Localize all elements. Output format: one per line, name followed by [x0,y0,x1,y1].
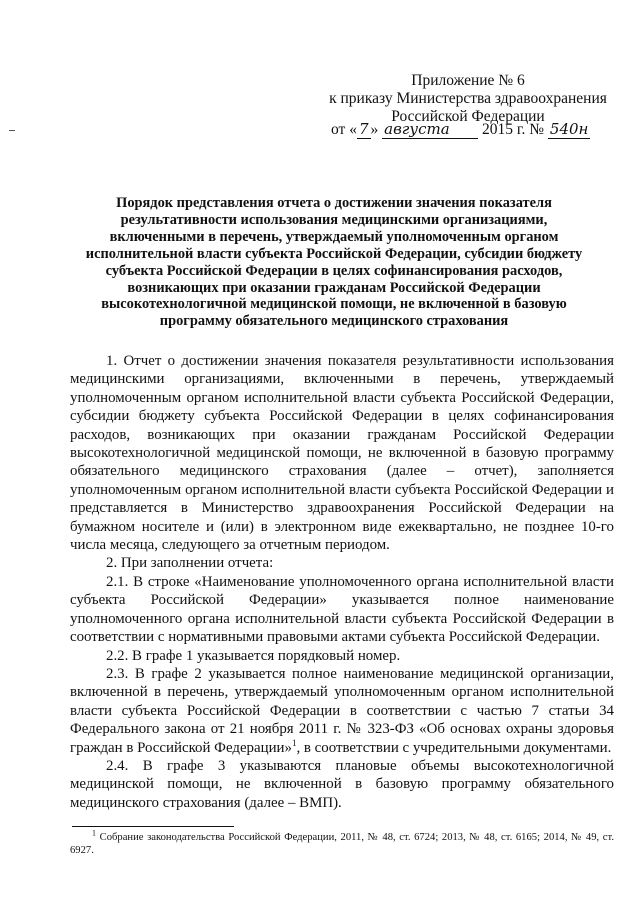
title-line: результативности использования медицинскими организациями, [120,211,548,228]
footnote-reference: 1 [291,737,297,748]
appendix-title: Приложение № 6 [411,72,525,89]
order-year: 2015 г. № [482,121,545,138]
title-line: исполнительной власти субъекта Российской Федерации, субсидии бюджету [85,245,583,262]
paragraph-2-1: 2.1. В строке «Наименование уполномоченного органа исполнительной власти субъекта Российской Федерации» указывается полное наименование уполномоченного органа исполнительной власти субъекта Российской Федерации в соответствии с нормативными правовыми актами субъекта Российской Федерации. [70,573,614,646]
document-body [70,352,614,812]
title-line: включенными в перечень, утверждаемый уполномоченным органом [109,228,559,245]
paragraph-2-3-text: 2.3. В графе 2 указывается полное наименование медицинской организации, включенной в перечень, утверждаемый уполномоченным органом исполнительной власти субъекта Российской Федерации в соответствии с частью 7 статьи 34 Федерального закона от 21 ноября 2011 г. № 323-ФЗ «Об основах охраны здоровья граждан в Российской Федерации» [70,665,614,756]
title-line: Порядок представления отчета о достижении значения показателя [116,195,552,211]
order-month: августа [382,120,478,139]
title-line: субъекта Российской Федерации в целях софинансирования расходов, [105,262,563,279]
order-day: 7 [358,120,369,138]
document-title [70,195,598,330]
order-date-line [331,120,631,139]
appendix-order-ref: к приказу Министерства здравоохранения [329,90,607,107]
title-line: высокотехнологичной медицинской помощи, не включенной в базовую [101,296,567,313]
paragraph-1: 1. Отчет о достижении значения показателя результативности использования медицинскими организациями, включенными в перечень, утверждаемый уполномоченным органом исполнительной власти субъекта Российской Федерации, субсидии бюджету субъекта Российской Федерации в целях софинансирования расходов, возникающих при оказании гражданам Российской Федерации высокотехнологичной медицинской помощи, не включенной в базовую программу обязательного медицинского страхования (далее – отчет), заполняется уполномоченным органом исполнительной власти субъекта Российской Федерации и представляется в Министерство здравоохранения Российской Федерации на бумажном носителе и (или) в электронном виде ежеквартально, не позднее 10-го числа месяца, следующего за отчетным периодом. [70,353,614,554]
title-line: возникающих при оказании гражданам Российской Федерации [127,279,541,296]
scan-mark [9,130,15,131]
footnote [70,828,614,857]
paragraph-2-3-tail: , в соответствии с учредительными документами. [296,739,612,756]
paragraph-2-4: 2.4. В графе 3 указываются плановые объемы высокотехнологичной медицинской помощи, не включенной в базовую программу обязательного медицинского страхования (далее – ВМП). [70,757,614,811]
order-prefix: от « [331,121,357,138]
order-number: 540н [549,120,589,138]
order-mid: » [370,121,379,138]
footnote-mark: 1 [92,828,96,838]
paragraph-2-2: 2.2. В графе 1 указывается порядковый номер. [106,647,401,664]
footnote-text: Собрание законодательства Российской Федерации, 2011, № 48, ст. 6724; 2013, № 48, ст. 6165; 2014, № 49, ст. 6927. [70,832,614,856]
appendix-header [318,72,618,126]
footnote-separator [72,826,234,827]
paragraph-2-3 [70,665,614,757]
appendix-ministry: Российской Федерации [391,108,545,125]
paragraph-2: 2. При заполнении отчета: [106,555,274,572]
title-line: программу обязательного медицинского страхования [159,313,509,330]
